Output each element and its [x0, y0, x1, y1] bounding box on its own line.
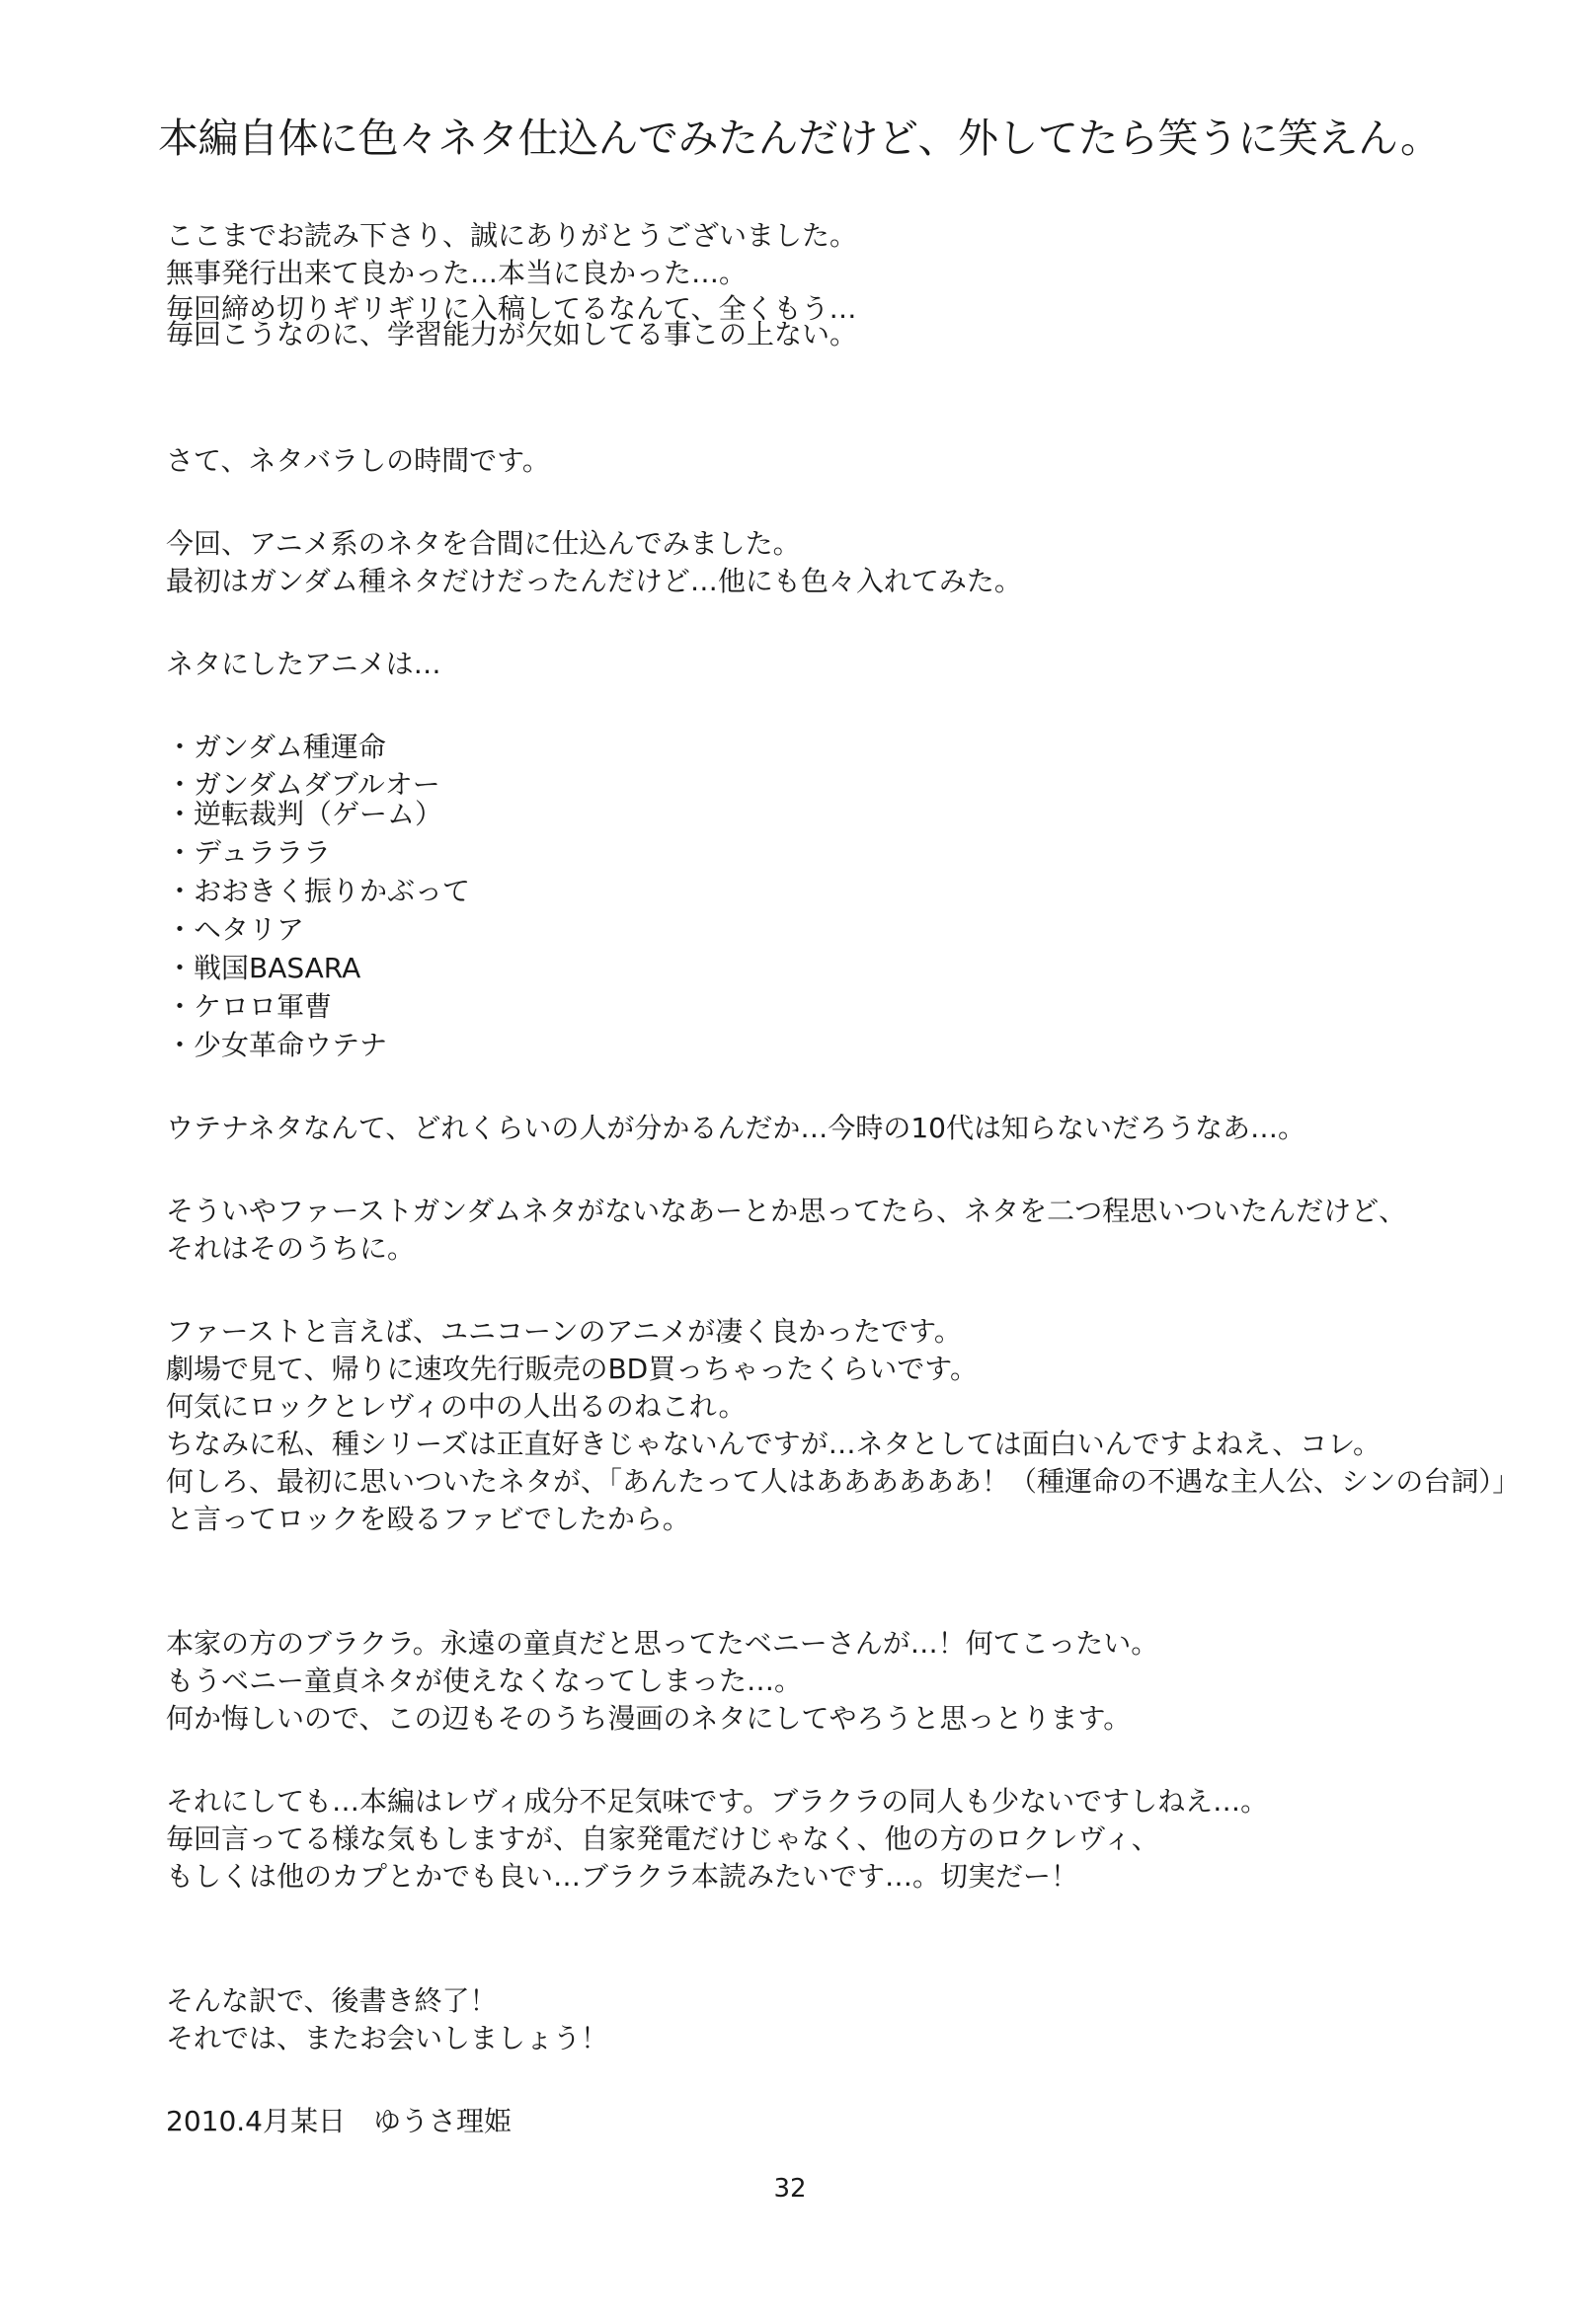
text-line: と言ってロックを殴るファビでしたから。 — [166, 1503, 690, 1535]
text-line: 最初はガンダム種ネタだけだったんだけど…他にも色々入れてみた。 — [166, 565, 1022, 597]
text-line: ちなみに私、種シリーズは正直好きじゃないんですが…ネタとしては面白いんですよねえ、コレ。 — [166, 1428, 1382, 1460]
text-line: 何しろ、最初に思いついたネタが、「あんたって人はああああああ！（種運命の不遇な主人公、シンの台詞）」 — [166, 1465, 1521, 1498]
text-line: もうベニー童貞ネタが使えなくなってしまった…。 — [166, 1665, 803, 1697]
text-line: それはそのうちに。 — [166, 1232, 416, 1265]
list-item: ・デュラララ — [166, 836, 332, 869]
list-item: ・逆転裁判（ゲーム） — [166, 798, 443, 830]
text-line: 毎回こうなのに、学習能力が欠如してる事この上ない。 — [166, 318, 858, 350]
text-line: それにしても…本編はレヴィ成分不足気味です。ブラクラの同人も少ないですしねえ…。 — [166, 1785, 1269, 1818]
text-line: 毎回言ってる様な気もしますが、自家発電だけじゃなく、他の方のロクレヴィ、 — [166, 1822, 1159, 1855]
list-item: ・ヘタリア — [166, 913, 305, 946]
text-line: そんな訳で、後書き終了！ — [166, 1984, 498, 2017]
page-number: 32 — [773, 2174, 807, 2204]
list-item: ・ガンダムダブルオー — [166, 768, 440, 801]
text-line: 劇場で見て、帰りに速攻先行販売のBD買っちゃったくらいです。 — [166, 1353, 978, 1385]
list-item: ・おおきく振りかぶって — [166, 875, 471, 907]
list-item: ・戦国BASARA — [166, 952, 361, 984]
text-line: それでは、またお会いしましょう！ — [166, 2022, 609, 2054]
text-line: 今回、アニメ系のネタを合間に仕込んでみました。 — [166, 527, 801, 560]
text-line: ファーストと言えば、ユニコーンのアニメが凄く良かったです。 — [166, 1315, 962, 1348]
page-title: 本編自体に色々ネタ仕込んでみたんだけど、外してたら笑うに笑えん。 — [158, 115, 1441, 162]
text-line: さて、ネタバラしの時間です。 — [166, 444, 550, 477]
text-line: もしくは他のカプとかでも良い…ブラクラ本読みたいです…。切実だー！ — [166, 1860, 1079, 1893]
list-item: ・ガンダム種運命 — [166, 731, 386, 763]
text-line: 無事発行出来て良かった…本当に良かった…。 — [166, 257, 748, 289]
text-line: 何気にロックとレヴィの中の人出るのねこれ。 — [166, 1390, 747, 1423]
text-line: ここまでお読み下さり、誠にありがとうございました。 — [166, 219, 858, 252]
text-line: 本家の方のブラクラ。永遠の童貞だと思ってたベニーさんが…！何てこったい。 — [166, 1627, 1159, 1660]
text-line: ネタにしたアニメは… — [166, 648, 441, 680]
text-line: 毎回締め切りギリギリに入稿してるなんて、全くもう… — [166, 292, 857, 325]
text-line: 何か悔しいので、この辺もそのうち漫画のネタにしてやろうと思っとります。 — [166, 1702, 1132, 1735]
text-line: ウテナネタなんて、どれくらいの人が分かるんだか…今時の10代は知らないだろうなあ…。 — [166, 1112, 1305, 1144]
signature-date: 2010.4月某日 ゆうさ理姫 — [166, 2105, 512, 2137]
text-line: そういやファーストガンダムネタがないなあーとか思ってたら、ネタを二つ程思いついたんだけど、 — [166, 1195, 1407, 1227]
list-item: ・ケロロ軍曹 — [166, 990, 333, 1023]
afterword-body — [166, 215, 1521, 2137]
list-item: ・少女革命ウテナ — [166, 1029, 388, 1061]
